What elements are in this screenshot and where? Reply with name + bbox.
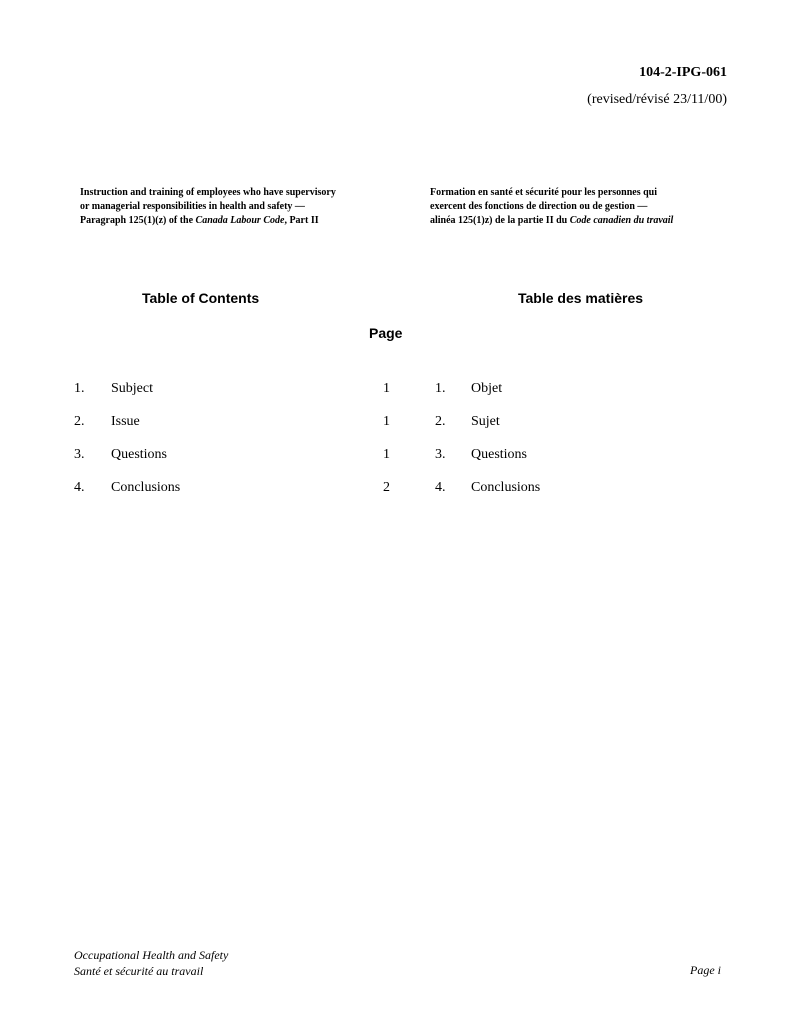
toc-entry-number: 4. (74, 480, 85, 495)
document-number: 104-2-IPG-061 (639, 65, 727, 80)
intro-fr-line-3 (430, 214, 750, 228)
toc-entry-number-fr: 3. (435, 447, 446, 462)
intro-fr-line-2: exercent des fonctions de direction ou de gestion — (430, 201, 648, 212)
toc-entry-page: 1 (383, 381, 390, 396)
intro-en-line-2: or managerial responsibilities in health and safety — (80, 201, 305, 212)
intro-en-line-3 (80, 214, 400, 228)
page-number: Page i (690, 963, 721, 977)
toc-entry-title-fr[interactable]: Questions (471, 447, 527, 462)
toc-entry-number: 3. (74, 447, 85, 462)
toc-entry-title-en[interactable]: Questions (111, 447, 167, 462)
toc-heading-english: Table of Contents (142, 290, 260, 306)
toc-entry-title-en[interactable]: Issue (111, 414, 140, 429)
toc-entry-number: 1. (74, 381, 85, 396)
intro-english (80, 186, 400, 228)
revision-date: (revised/révisé 23/11/00) (587, 92, 727, 107)
intro-fr-code-title: Code canadien du travail (569, 215, 674, 226)
intro-en-line-3-suffix: , Part II (284, 215, 319, 226)
toc-entry-title-en[interactable]: Subject (111, 381, 153, 396)
page-column-heading: Page (369, 325, 403, 341)
toc-entry-title-fr[interactable]: Conclusions (471, 480, 541, 495)
footer-line-french: Santé et sécurité au travail (74, 964, 204, 978)
toc-entry-number-fr: 2. (435, 414, 446, 429)
toc-entry-page: 2 (383, 480, 390, 495)
toc-heading-french: Table des matières (518, 290, 644, 306)
toc-entry-page: 1 (383, 414, 390, 429)
intro-en-code-title: Canada Labour Code (195, 215, 285, 226)
toc-entry-title-fr[interactable]: Objet (471, 381, 503, 396)
toc-entry-title-fr[interactable]: Sujet (471, 414, 500, 429)
toc-entry-page: 1 (383, 447, 390, 462)
footer-organization (74, 947, 228, 979)
intro-fr-line-3-text: alinéa 125(1)z) de la partie II du (430, 215, 570, 226)
intro-en-line-3-text: Paragraph 125(1)(z) of the (80, 215, 196, 226)
toc-entry-number: 2. (74, 414, 85, 429)
toc-entry-title-en[interactable]: Conclusions (111, 480, 181, 495)
footer-line-english: Occupational Health and Safety (74, 948, 229, 962)
toc-entry-number-fr: 1. (435, 381, 446, 396)
intro-en-line-1: Instruction and training of employees who have supervisory (80, 187, 336, 198)
intro-fr-line-1: Formation en santé et sécurité pour les personnes qui (430, 187, 658, 198)
toc-entry-number-fr: 4. (435, 480, 446, 495)
intro-french (430, 186, 750, 228)
